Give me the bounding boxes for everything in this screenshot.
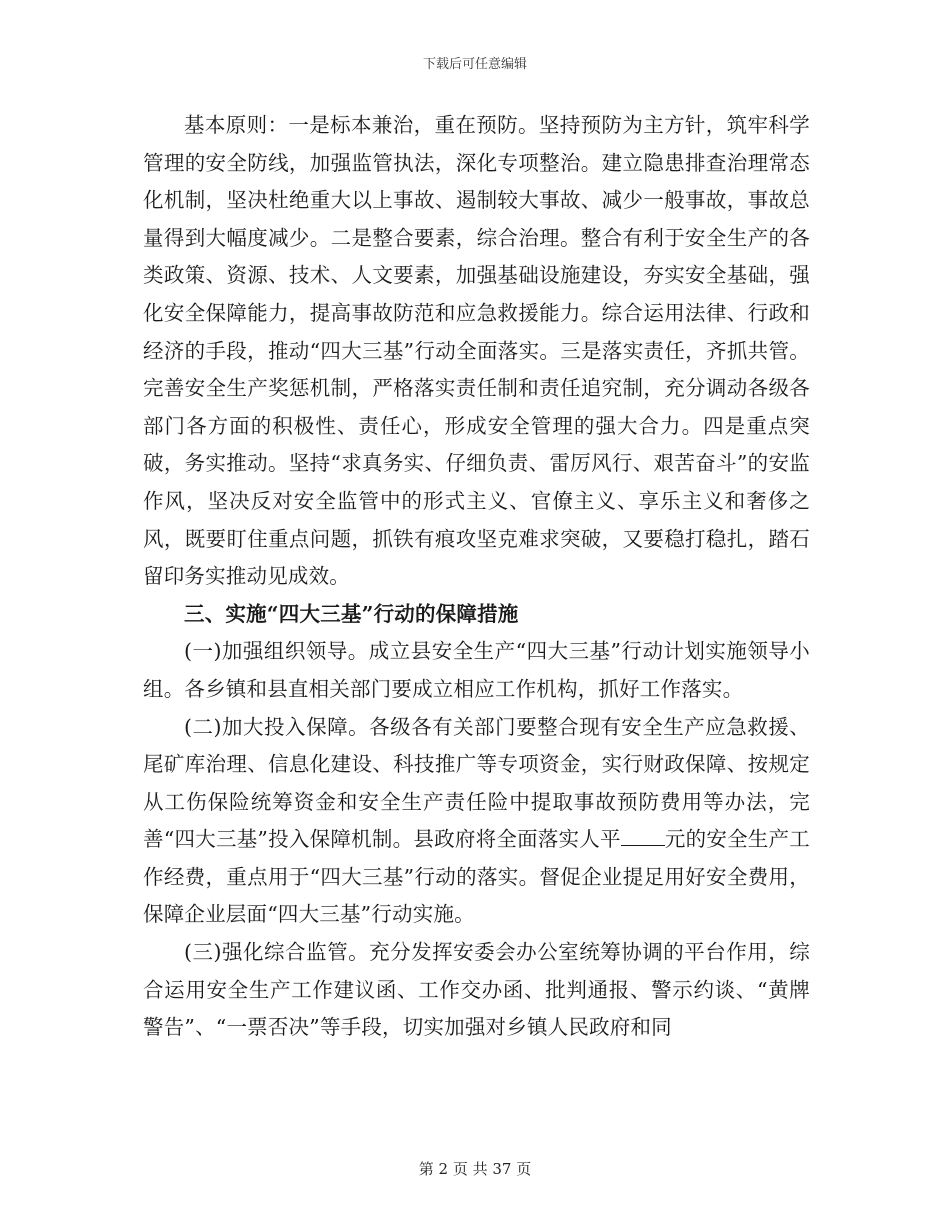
paragraph-supervision: (三)强化综合监管。充分发挥安委会办公室统筹协调的平台作用，综合运用安全生产工作建议函、工作交办函、批判通报、警示约谈、“黄牌警告”、“一票否决”等手段，切实加强对乡镇人民政府和同 — [143, 940, 810, 1040]
paragraph-investment-part1: (二)加大投入保障。各级各有关部门要整合现有安全生产应急救援、尾矿库治理、信息化建设、科技推广等专项资金，实行财政保障、按规定从工伤保险统筹资金和安全生产责任险中提取事故预防费用等办法，完善“四大三基”投入保障机制。县政府将全面落实人平 — [143, 714, 810, 852]
fill-in-blank — [621, 823, 665, 846]
section-heading: 三、实施“四大三基”行动的保障措施 — [184, 601, 519, 626]
document-body — [143, 107, 810, 1047]
paragraph-organization: (一)加强组织领导。成立县安全生产“四大三基”行动计划实施领导小组。各乡镇和县直相关部门要成立相应工作机构，抓好工作落实。 — [143, 639, 810, 701]
paragraph-basic-principles: 基本原则：一是标本兼治，重在预防。坚持预防为主方针，筑牢科学管理的安全防线，加强监管执法，深化专项整治。建立隐患排查治理常态化机制，坚决杜绝重大以上事故、遏制较大事故、减少一般事故，事故总量得到大幅度减少。二是整合要素，综合治理。整合有利于安全生产的各类政策、资源、技术、人文要素，加强基础设施建设，夯实安全基础，强化安全保障能力，提高事故防范和应急救援能力。综合运用法律、行政和经济的手段，推动“四大三基”行动全面落实。三是落实责任，齐抓共管。完善安全生产奖惩机制，严格落实责任制和责任追究制，充分调动各级各部门各方面的积极性、责任心，形成安全管理的强大合力。四是重点突破，务实推动。坚持“求真务实、仔细负责、雷厉风行、艰苦奋斗”的安监作风，坚决反对安全监管中的形式主义、官僚主义、享乐主义和奢侈之风，既要盯住重点问题，抓铁有痕攻坚克难求突破，又要稳打稳扎，踏石留印务实推动见成效。 — [143, 113, 810, 589]
page-header: 下载后可任意编辑 — [422, 57, 527, 72]
paragraph-investment-part2: 元的安全生产工作经费，重点用于“四大三基”行动的落实。督促企业提足用好安全费用，保障企业层面“四大三基”行动实施。 — [143, 827, 810, 927]
paragraph-investment — [143, 709, 810, 935]
page-footer: 第 2 页 共 37 页 — [418, 1160, 532, 1178]
